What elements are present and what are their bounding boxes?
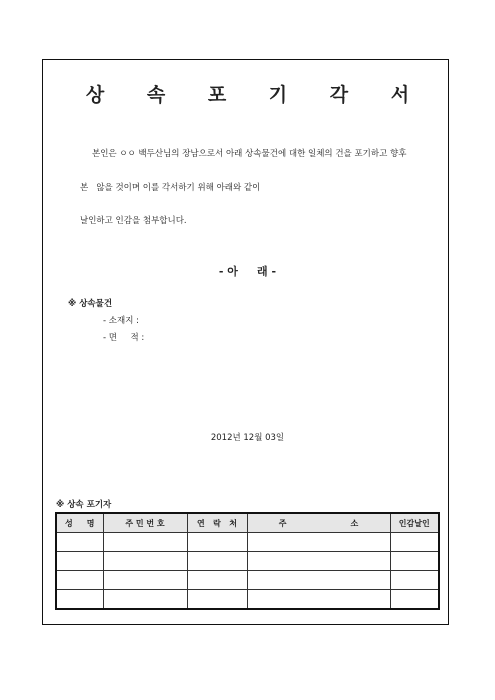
table-cell — [247, 590, 390, 610]
table-row — [56, 590, 439, 610]
table-cell — [103, 590, 187, 610]
table-cell — [187, 533, 247, 552]
table-cell — [390, 571, 439, 590]
table-row — [56, 533, 439, 552]
table-header-row — [56, 513, 439, 533]
column-header-seal: 인감날인 — [390, 513, 439, 533]
table-cell — [103, 533, 187, 552]
renouncers-table — [55, 512, 440, 610]
table-cell — [187, 571, 247, 590]
table-cell — [247, 571, 390, 590]
table-cell — [56, 571, 103, 590]
property-section-label: ※ 상속물건 — [68, 299, 113, 309]
table-cell — [187, 552, 247, 571]
table-cell — [56, 533, 103, 552]
table-cell — [390, 533, 439, 552]
document-date: 2012년 12월 03일 — [210, 433, 285, 443]
table-cell — [247, 533, 390, 552]
body-line-3: 날인하고 인감을 첨부합니다. — [80, 216, 187, 226]
table-cell — [56, 552, 103, 571]
table-row — [56, 552, 439, 571]
table-cell — [187, 590, 247, 610]
table-cell — [247, 552, 390, 571]
table-row — [56, 571, 439, 590]
table-cell — [390, 552, 439, 571]
table-cell — [390, 590, 439, 610]
renouncers-section-label: ※ 상속 포기자 — [56, 500, 112, 510]
column-header-contact: 연 락 처 — [187, 513, 247, 533]
below-heading: - 아 래 - — [218, 265, 277, 278]
table-cell — [103, 552, 187, 571]
column-header-name: 성 명 — [56, 513, 103, 533]
column-header-address: 주 소 — [247, 513, 390, 533]
property-location-label: - 소재지 : — [103, 316, 139, 326]
table-cell — [103, 571, 187, 590]
body-line-2: 본 않을 것이며 이를 각서하기 위해 아래와 같이 — [80, 183, 261, 193]
property-area-label: - 면 적 : — [103, 333, 145, 343]
body-line-1: 본인은 ㅇㅇ 백두산님의 장남으로서 아래 상속물건에 대한 일체의 건을 포기하고 향후 — [92, 149, 407, 159]
document-title: 상 속 포 기 각 서 — [85, 84, 428, 106]
table-cell — [56, 590, 103, 610]
column-header-resident-number: 주 민 번 호 — [103, 513, 187, 533]
